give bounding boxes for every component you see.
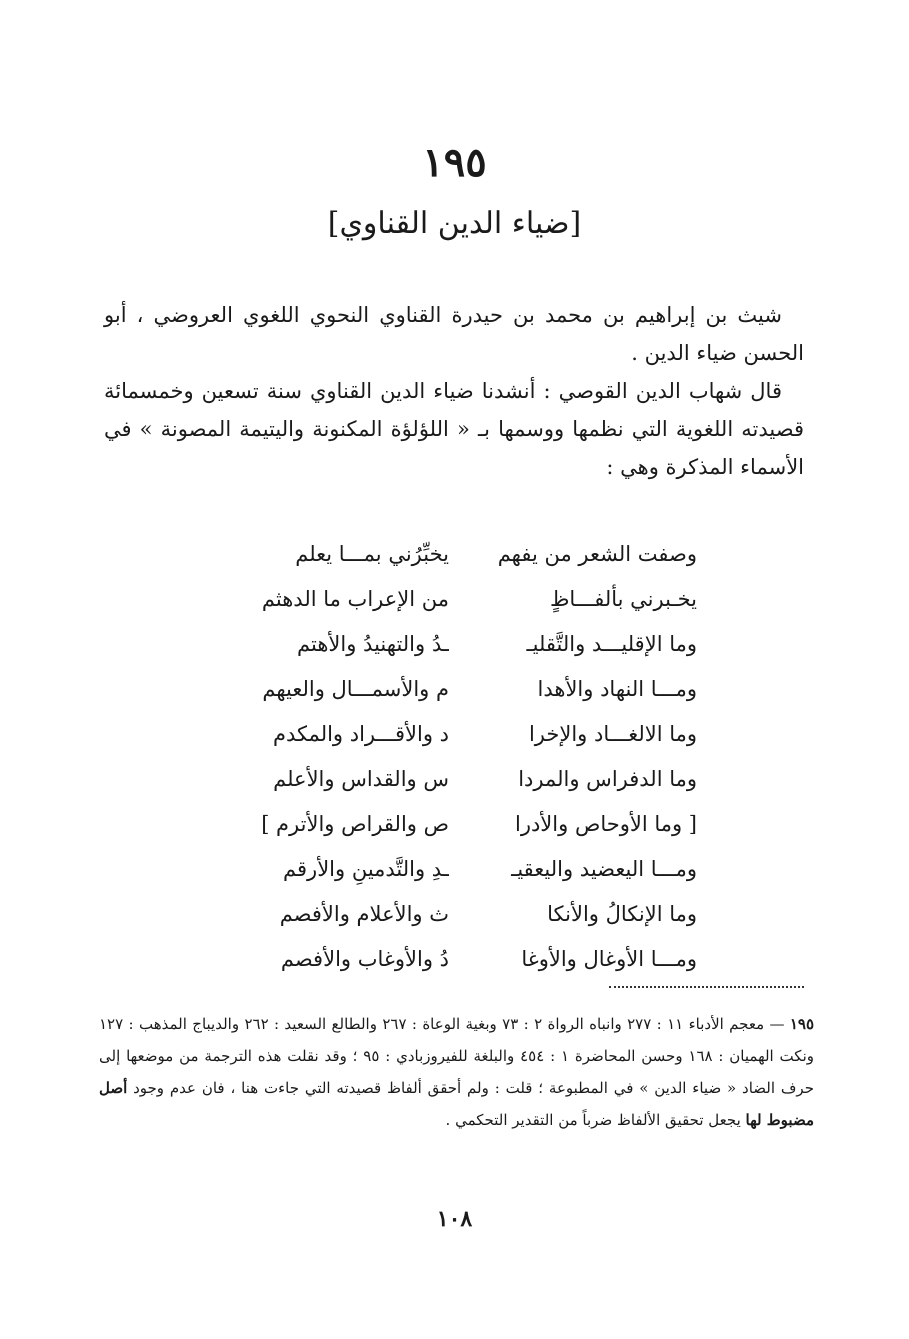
poem-verse (213, 847, 697, 892)
footnotes (99, 1008, 814, 1136)
footnote-text: — معجم الأدباء ١١ : ٢٧٧ وانباه الرواة ٢ : ٧٣ وبغية الوعاة : ٢٦٧ والطالع السعيد : ٢٦٢ والديباج المذهب : ١٢٧ ونكت الهميان : ١٦٨ وحسن المحاضرة ١ : ٤٥٤ والبلغة للفيروزبادي : ٩٥ ؛ وقد نقلت هذه الترجمة من موضعها إلى حرف الضاد « ضياء الدين » في المطبوعة ؛ قلت : ولم أحقق ألفاظ قصيدته التي جاءت هنا ، فان عدم وجود (99, 1015, 814, 1097)
verse-first-hemistich: وما الدفراس والمردا (518, 767, 697, 791)
poem-verse (213, 712, 697, 757)
verse-second-hemistich: من الإعراب ما الدهثم (261, 587, 449, 611)
biography-paragraph-2: قال شهاب الدين القوصي : أنشدنا ضياء الدين القناوي سنة تسعين وخمسمائة قصيدته اللغوية التي نظمها ووسمها بـ « اللؤلؤة المكنونة واليتيمة المصونة » في الأسماء المذكرة وهي : (104, 379, 804, 479)
verse-first-hemistich: وما الإنكالُ والأنكا (547, 902, 697, 926)
page-number: ١٠٨ (436, 1206, 473, 1232)
verse-second-hemistich: ـدِ والتَّدمينِ والأرقم (283, 857, 449, 881)
verse-first-hemistich: [ وما الأوحاص والأدرا (514, 812, 697, 836)
verse-second-hemistich: س والقداس والأعلم (273, 767, 449, 791)
poem-verse (213, 937, 697, 982)
verse-second-hemistich: ـدُ والتهنيدُ والأهتم (297, 632, 449, 656)
verse-first-hemistich: ومـــا النهاد والأهدا (537, 677, 697, 701)
poem-verse (213, 622, 697, 667)
poem-verse (213, 577, 697, 622)
verse-first-hemistich: ومـــا اليعضيد واليعقيـ (511, 857, 697, 881)
poem-verse (213, 757, 697, 802)
poem-verse (213, 667, 697, 712)
poem-verse (213, 892, 697, 937)
entry-title: [ضياء الدين القناوي] (327, 206, 582, 241)
verse-second-hemistich: يخبِّرُني بمـــا يعلم (295, 542, 449, 566)
verse-second-hemistich: دُ والأوغاب والأفصم (280, 947, 449, 971)
verse-first-hemistich: وما الإقليـــد والتَّقليـ (526, 632, 697, 656)
poem (213, 532, 697, 982)
verse-second-hemistich: ث والأعلام والأفصم (279, 902, 449, 926)
poem-verse (213, 532, 697, 577)
verse-second-hemistich: ص والقراص والأترم ] (261, 812, 449, 836)
verse-first-hemistich: يخـبرني بألفـــاظٍ (549, 587, 697, 611)
verse-second-hemistich: د والأقـــراد والمكدم (272, 722, 449, 746)
footnote-emphasis: أصل مضبوط لها (99, 1079, 814, 1129)
footnote-number: ١٩٥ (789, 1015, 815, 1033)
verse-first-hemistich: وصفت الشعر من يفهم (497, 542, 697, 566)
biography-paragraph-1: شيث بن إبراهيم بن محمد بن حيدرة القناوي النحوي اللغوي العروضي ، أبو الحسن ضياء الدين . (104, 303, 804, 365)
footnote-divider (609, 986, 804, 988)
verse-second-hemistich: م والأسمـــال والعيهم (262, 677, 449, 701)
poem-verse (213, 802, 697, 847)
verse-first-hemistich: ومـــا الأوغال والأوغا (521, 947, 697, 971)
biography-text (104, 296, 804, 486)
entry-number: ١٩٥ (422, 139, 487, 186)
verse-first-hemistich: وما الالغـــاد والإخرا (528, 722, 697, 746)
footnote-text-end: يجعل تحقيق الألفاظ ضرباً من التقدير التحكمي . (445, 1111, 741, 1129)
footnote (99, 1008, 814, 1136)
